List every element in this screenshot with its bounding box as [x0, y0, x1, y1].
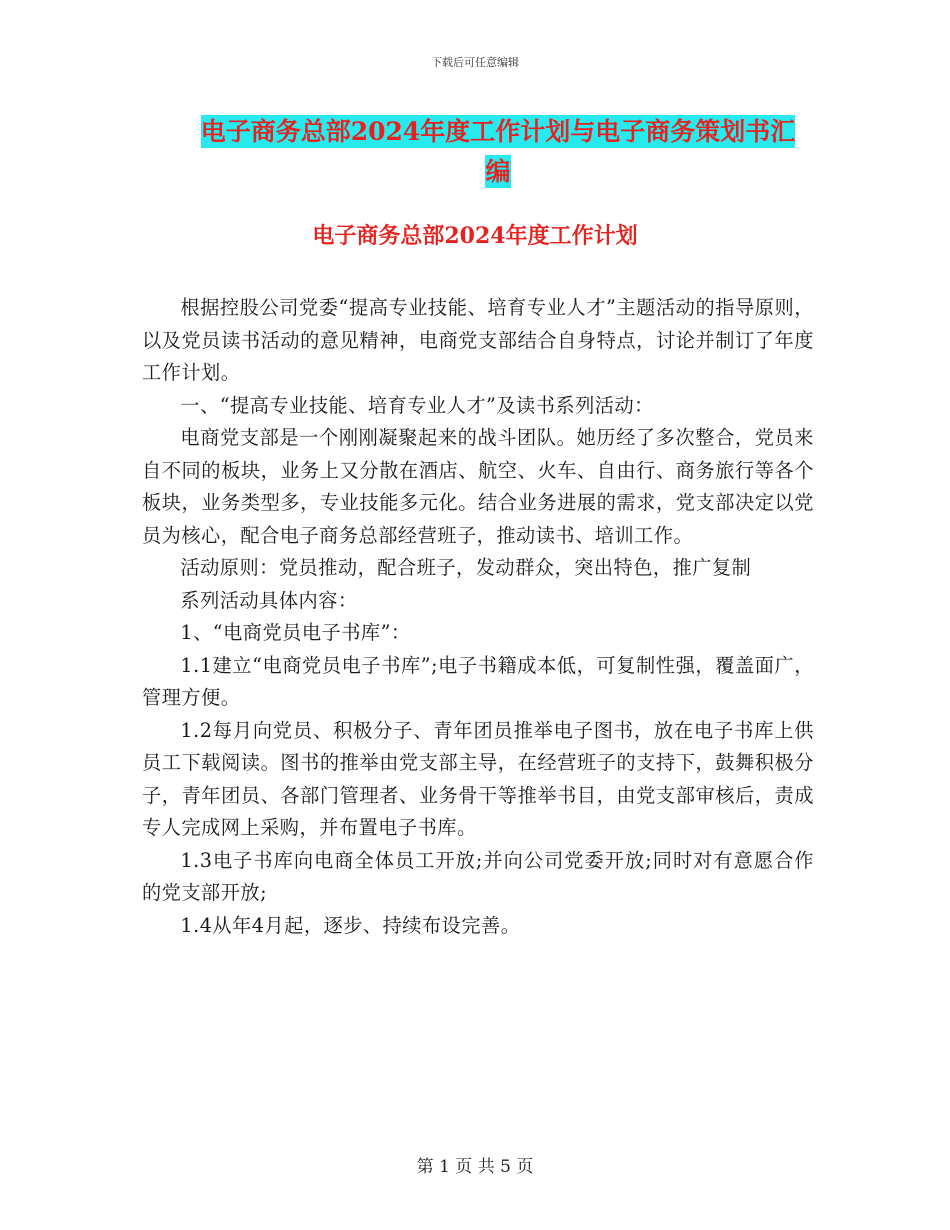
paragraph: 根据控股公司党委“提高专业技能、培育专业人才”主题活动的指导原则，以及党员读书活动的意见精神，电商党支部结合自身特点，讨论并制订了年度工作计划。: [142, 296, 814, 384]
paragraph: 1.2每月向党员、积极分子、青年团员推举电子图书，放在电子书库上供员工下载阅读。图书的推举由党支部主导，在经营班子的支持下，鼓舞积极分子，青年团员、各部门管理者、业务骨干等推举书目，由党支部审核后，责成专人完成网上采购，并布置电子书库。: [142, 718, 814, 839]
paragraph: 1.3电子书库向电商全体员工开放;并向公司党委开放;同时对有意愿合作的党支部开放;: [142, 848, 814, 904]
document-title: [186, 112, 810, 192]
paragraph: 1.4从年4月起，逐步、持续布设完善。: [180, 913, 521, 937]
paragraph: 一、“提高专业技能、培育专业人才”及读书系列活动：: [180, 393, 654, 417]
paragraph: 1.1建立“电商党员电子书库”;电子书籍成本低，可复制性强，覆盖面广，管理方便。: [142, 653, 814, 709]
paragraph: 系列活动具体内容：: [180, 588, 358, 612]
paragraph: 电商党支部是一个刚刚凝聚起来的战斗团队。她历经了多次整合，党员来自不同的板块，业务上又分散在酒店、航空、火车、自由行、商务旅行等各个板块，业务类型多，专业技能多元化。结合业务进展的需求，党支部决定以党员为核心，配合电子商务总部经营班子，推动读书、培训工作。: [142, 426, 814, 547]
header-note: 下载后可任意编辑: [431, 56, 519, 69]
section-title: 电子商务总部2024年度工作计划: [312, 223, 638, 249]
title-line-2: 编: [485, 157, 511, 186]
document-body: [142, 292, 814, 942]
title-line-1: 电子商务总部2024年度工作计划与电子商务策划书汇: [200, 117, 796, 146]
paragraph: 活动原则：党员推动，配合班子，发动群众，突出特色，推广复制: [180, 556, 752, 579]
page-footer: 第 1 页 共 5 页: [416, 1157, 534, 1177]
paragraph: 1、“电商党员电子书库”：: [180, 621, 411, 644]
